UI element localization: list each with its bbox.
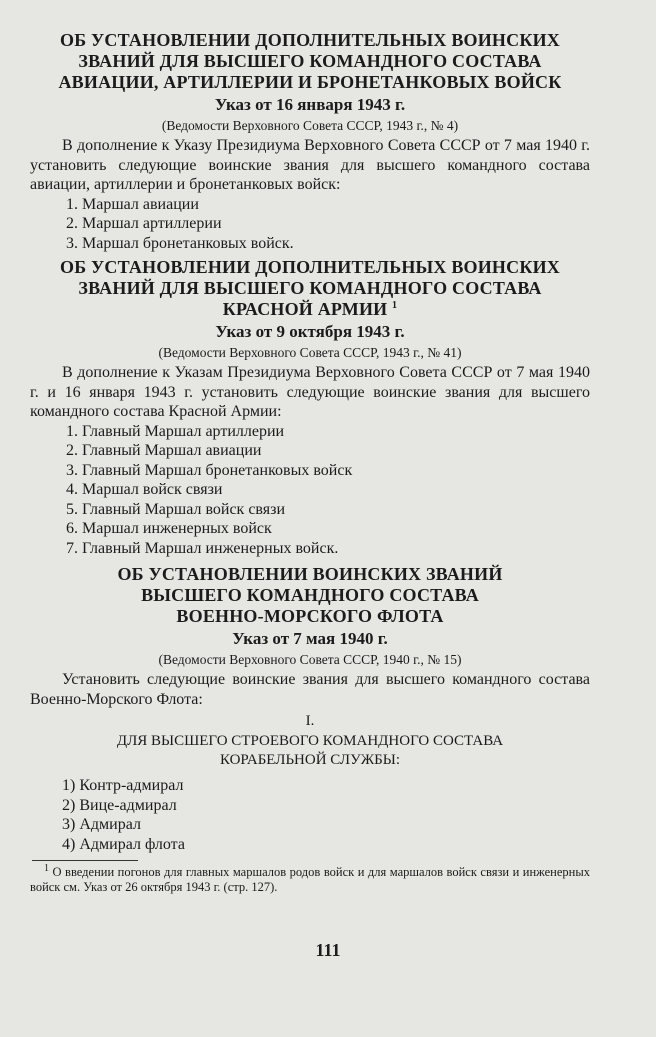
title-line: ЗВАНИЙ ДЛЯ ВЫСШЕГО КОМАНДНОГО СОСТАВА bbox=[78, 278, 542, 298]
list-item: 6. Маршал инженерных войск bbox=[66, 520, 272, 537]
decree-section-3 bbox=[30, 564, 590, 854]
page-content bbox=[30, 30, 590, 895]
footnote-text: О введении погонов для главных маршалов родов войск и для маршалов войск связи и инженерных войск см. Указ от 26 октября 1943 г. (стр. 127). bbox=[30, 865, 590, 894]
list-item: 7. Главный Маршал инженерных войск. bbox=[66, 539, 339, 557]
list-item: 1. Главный Маршал артиллерии bbox=[66, 422, 285, 440]
title-line: ВЫСШЕГО КОМАНДНОГО СОСТАВА bbox=[141, 585, 479, 605]
list-item: 4. Маршал войск связи bbox=[66, 481, 223, 498]
title-line: ОБ УСТАНОВЛЕНИИ ВОИНСКИХ ЗВАНИЙ bbox=[117, 564, 503, 584]
section-2-source: (Ведомости Верховного Совета СССР, 1943 г., № 41) bbox=[158, 345, 462, 360]
title-line: ЗВАНИЙ ДЛЯ ВЫСШЕГО КОМАНДНОГО СОСТАВА bbox=[78, 51, 542, 71]
section-1-title bbox=[30, 30, 590, 93]
title-line: АВИАЦИИ, АРТИЛЛЕРИИ И БРОНЕТАНКОВЫХ ВОЙСК bbox=[58, 72, 562, 92]
list-item: 2. Маршал артиллерии bbox=[66, 215, 222, 232]
list-item: 1. Маршал авиации bbox=[66, 195, 199, 213]
list-item: 2) Вице-адмирал bbox=[62, 796, 177, 814]
section-1-list bbox=[30, 195, 590, 254]
section-3-subheading bbox=[30, 732, 590, 770]
list-item: 5. Главный Маршал войск связи bbox=[66, 500, 286, 518]
footnote-divider bbox=[32, 860, 138, 861]
section-3-source: (Ведомости Верховного Совета СССР, 1940 г., № 15) bbox=[158, 652, 462, 667]
footnote-mark: 1 bbox=[392, 300, 398, 311]
section-2-paragraph: В дополнение к Указам Президиума Верховного Совета СССР от 7 мая 1940 г. и 16 января 1943 г. установить следующие воинские звания для высшего командного состава Красной Армии: bbox=[30, 364, 590, 420]
list-item: 3) Адмирал bbox=[62, 816, 141, 833]
subheading-line: КОРАБЕЛЬНОЙ СЛУЖБЫ: bbox=[219, 752, 401, 768]
section-2-title bbox=[30, 257, 590, 320]
section-1-source: (Ведомости Верховного Совета СССР, 1943 г., № 4) bbox=[161, 118, 459, 133]
footnote-mark: 1 bbox=[44, 862, 49, 874]
list-item: 3. Главный Маршал бронетанковых войск bbox=[66, 461, 353, 479]
list-item: 2. Главный Маршал авиации bbox=[66, 442, 262, 459]
section-1-decree: Указ от 16 января 1943 г. bbox=[214, 95, 406, 114]
subheading-line: ДЛЯ ВЫСШЕГО СТРОЕВОГО КОМАНДНОГО СОСТАВА bbox=[116, 733, 504, 749]
title-line: КРАСНОЙ АРМИИ bbox=[222, 299, 388, 319]
decree-section-2 bbox=[30, 257, 590, 558]
section-2-list bbox=[30, 422, 590, 559]
section-3-paragraph: Установить следующие воинские звания для высшего командного состава Военно-Морского Флота: bbox=[30, 671, 590, 708]
list-item: 3. Маршал бронетанковых войск. bbox=[66, 234, 294, 252]
section-2-decree: Указ от 9 октября 1943 г. bbox=[215, 322, 405, 341]
section-3-decree: Указ от 7 мая 1940 г. bbox=[232, 629, 388, 648]
list-item: 4) Адмирал флота bbox=[62, 835, 185, 853]
title-line-with-mark bbox=[30, 299, 590, 320]
footnote bbox=[30, 862, 590, 895]
section-3-roman-numeral: I. bbox=[305, 713, 315, 729]
title-line: ОБ УСТАНОВЛЕНИИ ДОПОЛНИТЕЛЬНЫХ ВОИНСКИХ bbox=[60, 30, 560, 50]
section-1-paragraph: В дополнение к Указу Президиума Верховного Совета СССР от 7 мая 1940 г. установить следующие воинские звания для высшего командного состава авиации, артиллерии и бронетанковых войск: bbox=[30, 137, 590, 193]
title-line: ВОЕННО-МОРСКОГО ФЛОТА bbox=[176, 606, 444, 626]
section-3-list bbox=[30, 776, 590, 854]
decree-section-1 bbox=[30, 30, 590, 253]
list-item: 1) Контр-адмирал bbox=[62, 777, 184, 794]
title-line: ОБ УСТАНОВЛЕНИИ ДОПОЛНИТЕЛЬНЫХ ВОИНСКИХ bbox=[60, 257, 560, 277]
section-3-title bbox=[30, 564, 590, 627]
page-number: 111 bbox=[315, 940, 341, 960]
